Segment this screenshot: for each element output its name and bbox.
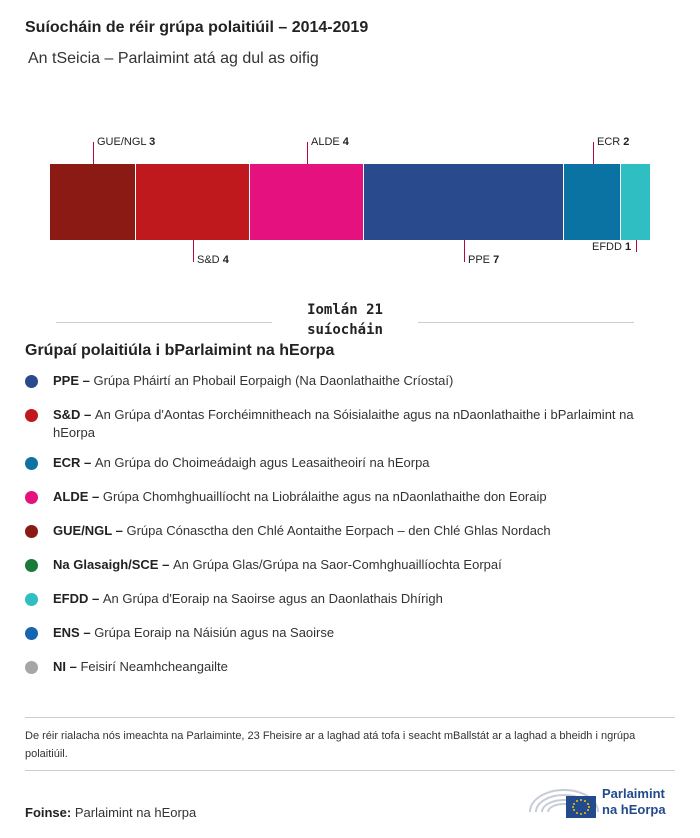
legend-abbr: GUE/NGL – (53, 523, 127, 538)
chart-subtitle: An tSeicia – Parlaimint atá ag dul as oifig (28, 50, 319, 67)
segment-label-name: EFDD (592, 241, 625, 253)
total-label: Iomlán 21 (307, 302, 383, 318)
source (25, 805, 196, 820)
legend-swatch (25, 409, 38, 422)
legend-text: An Grúpa do Choimeádaigh agus Leasaitheoirí na hEorpa (94, 455, 430, 470)
legend (25, 372, 675, 692)
segment-label-value: 4 (342, 136, 349, 148)
legend-text: Feisirí Neamhcheangailte (80, 659, 228, 674)
legend-item (25, 658, 675, 676)
leader-line (593, 142, 594, 164)
bar-segment-gue-ngl (50, 164, 136, 240)
total-unit: suíocháin (307, 322, 383, 338)
legend-swatch (25, 375, 38, 388)
logo-line2: na hEorpa (602, 802, 666, 817)
legend-swatch (25, 457, 38, 470)
legend-abbr: Na Glasaigh/SCE – (53, 557, 173, 572)
source-label: Foinse: (25, 805, 72, 820)
segment-label-value: 1 (625, 241, 632, 253)
legend-abbr: EFDD – (53, 591, 103, 606)
legend-item (25, 454, 675, 472)
source-text: Parlaimint na hEorpa (74, 805, 197, 820)
legend-swatch (25, 491, 38, 504)
legend-item (25, 556, 675, 574)
legend-swatch (25, 627, 38, 640)
segment-label (97, 136, 155, 148)
legend-abbr: NI – (53, 659, 81, 674)
legend-item (25, 590, 675, 608)
legend-swatch (25, 525, 38, 538)
legend-abbr: PPE – (53, 373, 94, 388)
divider-top (25, 717, 675, 718)
footnote: De réir rialacha nós imeachta na Parlaiminte, 23 Fheisire ar a laghad atá tofa i seacht mBallstát ar a laghad a bheidh i ngrúpa polaitiúil. (25, 730, 636, 760)
total-divider-left (56, 322, 272, 323)
segment-label (597, 136, 629, 148)
legend-text: Grúpa Pháirtí an Phobail Eorpaigh (Na Daonlathaithe Críostaí) (93, 373, 454, 388)
total-divider-right (418, 322, 634, 323)
legend-item (25, 372, 675, 390)
segment-label-name: ECR (597, 136, 624, 148)
logo-line1: Parlaimint (602, 786, 665, 801)
legend-item (25, 624, 675, 642)
ep-logo (528, 782, 678, 822)
chart-title: Suíocháin de réir grúpa polaitiúil – 2014-2019 (25, 19, 369, 36)
legend-abbr: ENS – (53, 625, 95, 640)
hemicycle-icon (528, 782, 600, 822)
legend-title: Grúpaí polaitiúla i bParlaimint na hEorpa (25, 342, 335, 359)
segment-label-value: 3 (149, 136, 156, 148)
legend-abbr: ECR – (53, 455, 95, 470)
legend-text: Grúpa Cónasctha den Chlé Aontaithe Eorpach – den Chlé Ghlas Nordach (126, 523, 551, 538)
segment-label-value: 2 (623, 136, 630, 148)
leader-line (93, 142, 94, 164)
segment-label-value: 4 (222, 254, 229, 266)
legend-item (25, 406, 675, 442)
legend-abbr: S&D – (53, 407, 95, 422)
legend-swatch (25, 593, 38, 606)
segment-label (592, 241, 631, 253)
leader-line (464, 240, 465, 262)
legend-text: Grúpa Eoraip na Náisiún agus na Saoirse (94, 625, 335, 640)
bar-segment-alde (250, 164, 364, 240)
bar-segment-s-d (136, 164, 250, 240)
segment-label (197, 254, 229, 266)
leader-line (636, 240, 637, 252)
legend-item (25, 488, 675, 506)
segment-label-name: ALDE (311, 136, 343, 148)
total-seats (270, 300, 420, 340)
seat-bar-chart (0, 110, 700, 290)
legend-swatch (25, 559, 38, 572)
bar-segment-ecr (564, 164, 621, 240)
divider-bottom (25, 770, 675, 771)
legend-swatch (25, 661, 38, 674)
bar-segment-ppe (364, 164, 564, 240)
segment-label (468, 254, 499, 266)
legend-text: An Grúpa d'Aontas Forchéimnitheach na Sóisialaithe agus na nDaonlathaithe i bParlaimint na hEorpa (53, 407, 634, 440)
segment-label-value: 7 (493, 254, 500, 266)
segment-label-name: GUE/NGL (97, 136, 150, 148)
segment-label-name: S&D (197, 254, 223, 266)
segment-label-name: PPE (468, 254, 494, 266)
leader-line (307, 142, 308, 164)
leader-line (193, 240, 194, 262)
logo-text (602, 786, 666, 818)
bar-segment-efdd (621, 164, 650, 240)
legend-abbr: ALDE – (53, 489, 103, 504)
legend-item (25, 522, 675, 540)
legend-text: An Grúpa d'Eoraip na Saoirse agus an Daonlathais Dhírigh (102, 591, 443, 606)
segment-label (311, 136, 349, 148)
legend-text: An Grúpa Glas/Grúpa na Saor-Comhghuaillíochta Eorpaí (172, 557, 502, 572)
legend-text: Grúpa Chomhghuaillíocht na Liobrálaithe agus na nDaonlathaithe don Eoraip (102, 489, 547, 504)
